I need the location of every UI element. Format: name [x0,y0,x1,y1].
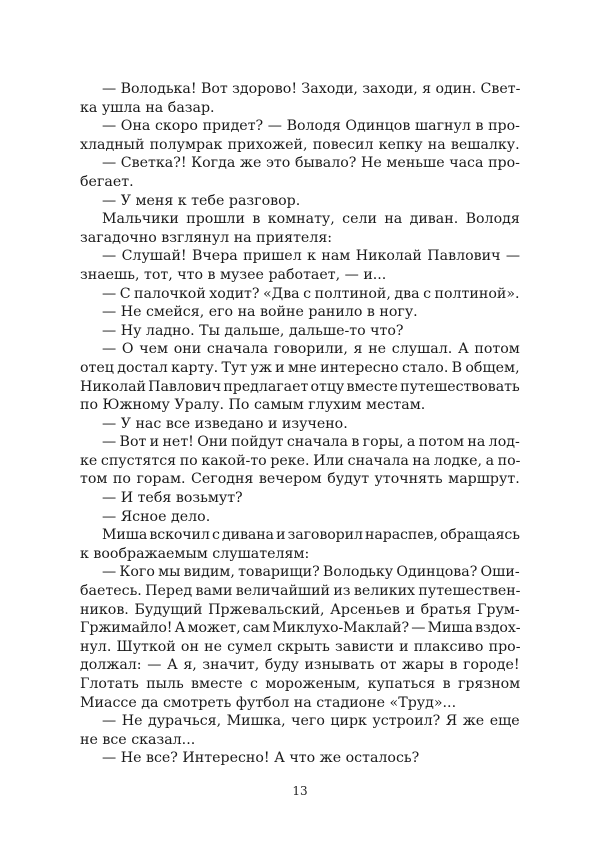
text-line: — Она скоро придет? — Володя Одинцов шагнул в про- [102,118,520,135]
text-line: по Южному Уралу. По самым глухим местам. [80,397,426,414]
text-line: Мальчики прошли в комнату, сели на диван. Володя [102,211,520,228]
text-line: — Ясное дело. [102,508,211,525]
text-line: — Володька! Вот здорово! Заходи, заходи, я один. Свет- [102,81,521,97]
text-line: ке спустятся по какой-то реке. Или сначала на лодке, а по- [80,452,521,469]
text-line: Гржимайло! А может, сам Миклухо-Маклай? — Миша вздох- [80,620,521,637]
text-line: отец достал карту. Тут уж и мне интересно стало. В общем, [80,359,520,376]
page-number: 13 [292,784,308,798]
text-line: — Вот и нет! Они пойдут сначала в горы, а потом на лод- [102,434,520,451]
text-line: Глотать пыль вместе с мороженым, купаться в грязном [80,676,521,692]
text-line: — Не смейся, его на войне ранило в ногу. [102,304,418,321]
text-line: ка ушла на базар. [80,99,215,116]
text-line: хладный полумрак прихожей, повесил кепку на вешалку. [80,136,520,153]
text-line: знаешь, тот, что в музее работает, — и... [80,266,387,283]
text-line: Николай Павлович предлагает отцу вместе путешествовать [80,378,520,395]
text-line: Миша вскочил с дивана и заговорил нараспев, обращаясь [102,527,520,544]
text-line: — И тебя возьмут? [102,490,243,507]
body-text [80,80,520,768]
text-line: бегает. [80,173,134,190]
text-line: — Ну ладно. Ты дальше, дальше-то что? [102,322,404,339]
text-line: нул. Шуткой он не сумел скрыть зависти и плаксиво про- [80,638,521,655]
text-line: баетесь. Перед вами величайший из великих путешествен- [80,583,521,600]
text-line: том по горам. Сегодня вечером будут уточнять маршрут. [80,471,520,488]
text-line: Миассе да смотреть футбол на стадионе «Труд»... [80,694,457,711]
text-line: — Слушай! Вчера пришел к нам Николай Павлович — [102,248,521,265]
text-line: — У меня к тебе разговор. [102,192,301,209]
text-line: не все сказал... [80,731,196,748]
text-line: ников. Будущий Пржевальский, Арсеньев и братья Грум- [80,601,520,618]
text-line: должал: — А я, значит, буду изнывать от жары в городе! [80,657,520,674]
text-line: — Не дурачься, Мишка, чего цирк устроил? Я же еще [102,713,520,730]
text-line: загадочно взглянул на приятеля: [80,229,333,246]
text-line: — У нас все изведано и изучено. [102,415,348,432]
text-line: — Не все? Интересно! А что же осталось? [102,750,420,767]
text-line: — Кого мы видим, товарищи? Володьку Одинцова? Оши- [102,564,520,581]
text-line: — С палочкой ходит? «Два с полтиной, два с полтиной». [102,285,520,302]
text-line: — О чем они сначала говорили, я не слушал. А потом [102,341,520,358]
text-line: — Светка?! Когда же это бывало? Не меньше часа про- [102,155,520,172]
text-line: к воображаемым слушателям: [80,545,310,562]
